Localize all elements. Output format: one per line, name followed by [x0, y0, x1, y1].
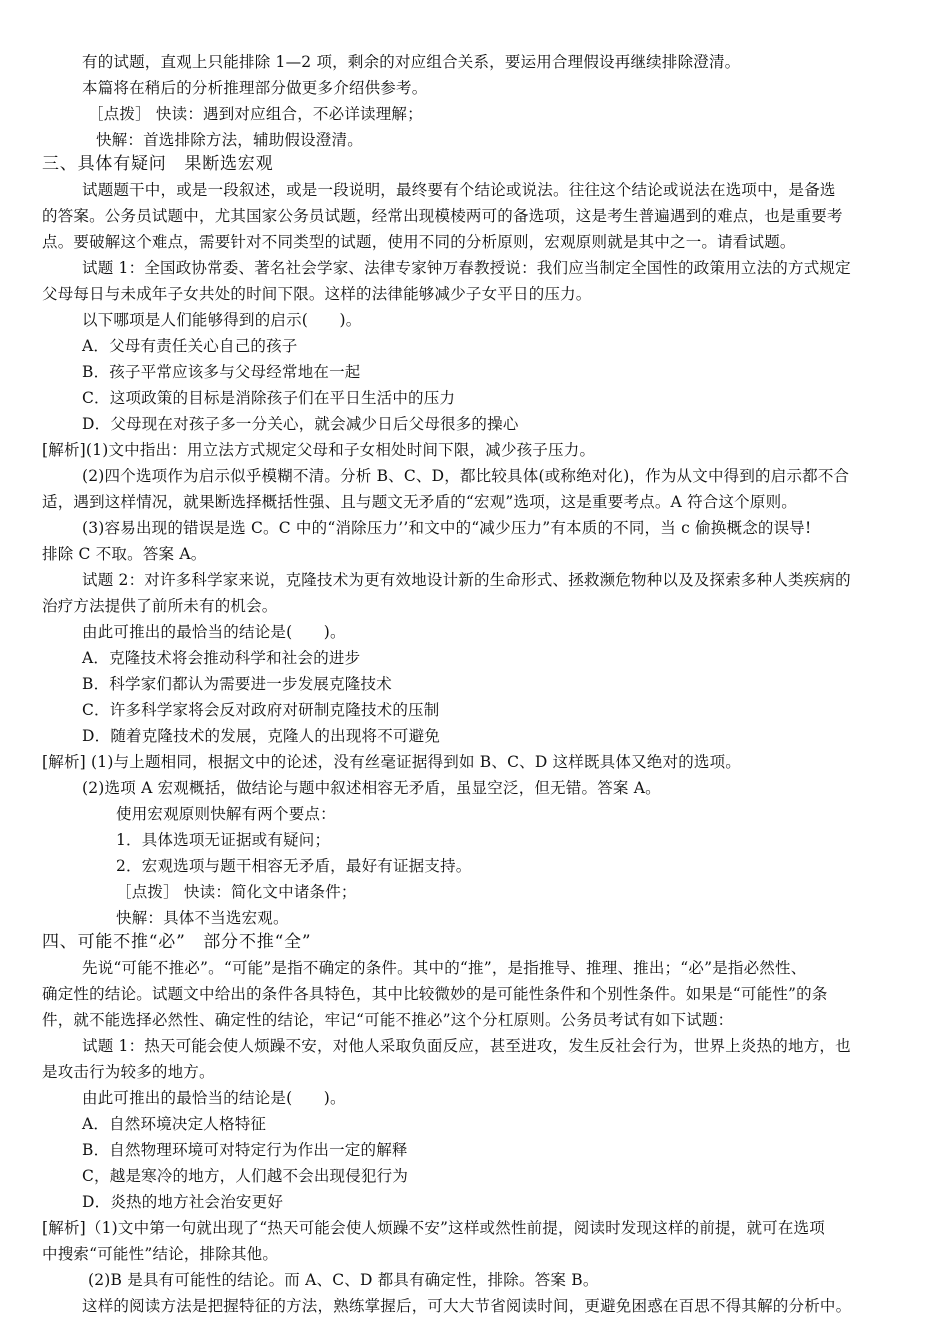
text-line: 试题题干中，或是一段叙述，或是一段说明，最终要有个结论或说法。往往这个结论或说法在选项中，是备选	[82, 181, 836, 199]
text-line: ［点拨］ 快读：遇到对应组合，不必详读理解；	[88, 105, 423, 123]
section-heading: 三、具体有疑问 果断选宏观	[42, 154, 274, 174]
text-line: 的答案。公务员试题中，尤其国家公务员试题，经常出现模棱两可的备选项，这是考生普遍遇到的难点，也是重要考	[42, 207, 843, 225]
text-line: C．许多科学家将会反对政府对研制克隆技术的压制	[82, 701, 440, 719]
text-line: C，越是寒冷的地方，人们越不会出现侵犯行为	[82, 1167, 409, 1185]
text-line: 使用宏观原则快解有两个要点：	[116, 805, 336, 823]
text-line: 由此可推出的最恰当的结论是( )。	[82, 623, 346, 641]
text-line: 适，遇到这样情况，就果断选择概括性强、且与题文无矛盾的“宏观”选项，这是重要考点。A 符合这个原则。	[42, 493, 797, 511]
text-line: 确定性的结论。试题文中给出的条件各具特色，其中比较微妙的是可能性条件和个别性条件。如果是“可能性”的条	[42, 985, 828, 1003]
text-line: 治疗方法提供了前所未有的机会。	[42, 597, 278, 615]
text-line: 这样的阅读方法是把握特征的方法，熟练掌握后，可大大节省阅读时间，更避免困惑在百思不得其解的分析中。	[82, 1297, 852, 1315]
text-line: 排除 C 不取。答案 A。	[42, 545, 207, 563]
text-line: ［点拨］ 快读：简化文中诸条件；	[116, 883, 357, 901]
text-line: A．自然环境决定人格特征	[82, 1115, 267, 1133]
section-heading: 四、可能不推“必” 部分不推“全”	[42, 932, 312, 952]
text-line: 2．宏观选项与题干相容无矛盾，最好有证据支持。	[116, 857, 472, 875]
text-line: B．科学家们都认为需要进一步发展克隆技术	[82, 675, 392, 693]
text-line: B．自然物理环境可对特定行为作出一定的解释	[82, 1141, 408, 1159]
text-line: 先说“可能不推必”。“可能”是指不确定的条件。其中的“推”，是指推导、推理、推出；“必”是指必然性、	[82, 959, 807, 977]
text-line: 中搜索“可能性”结论，排除其他。	[42, 1245, 279, 1263]
text-line: D．炎热的地方社会治安更好	[82, 1193, 284, 1211]
text-line: 试题 1：热天可能会使人烦躁不安，对他人采取负面反应，甚至进攻，发生反社会行为，世界上炎热的地方，也	[82, 1037, 851, 1055]
text-line: B．孩子平常应该多与父母经常地在一起	[82, 363, 361, 381]
text-line: 是攻击行为较多的地方。	[42, 1063, 215, 1081]
text-line: A．克隆技术将会推动科学和社会的进步	[82, 649, 361, 667]
text-line: 以下哪项是人们能够得到的启示( )。	[82, 311, 362, 329]
text-line: [解析](1)文中指出：用立法方式规定父母和子女相处时间下限，减少孩子压力。	[42, 441, 596, 459]
text-line: 1．具体选项无证据或有疑问；	[116, 831, 331, 849]
text-line: A．父母有责任关心自己的孩子	[82, 337, 298, 355]
text-line: (2)四个选项作为启示似乎模糊不清。分析 B、C、D，都比较具体(或称绝对化)，作为从文中得到的启示都不合	[82, 467, 850, 485]
text-line: 试题 1：全国政协常委、著名社会学家、法律专家钟万春教授说：我们应当制定全国性的政策用立法的方式规定	[82, 259, 851, 277]
text-line: 快解：具体不当选宏观。	[116, 909, 289, 927]
text-line: (3)容易出现的错误是选 C。C 中的“消除压力’’和文中的“减少压力”有本质的不同，当 c 偷换概念的误导!	[82, 519, 812, 537]
text-line: 试题 2：对许多科学家来说，克隆技术为更有效地设计新的生命形式、拯救濒危物种以及及探索多种人类疾病的	[82, 571, 851, 589]
text-line: 本篇将在稍后的分析推理部分做更多介绍供参考。	[82, 79, 428, 97]
text-line: [解析]（1)文中第一句就出现了“热天可能会使人烦躁不安”这样或然性前提，阅读时发现这样的前提，就可在选项	[42, 1219, 825, 1237]
text-line: 件，就不能选择必然性、确定性的结论，牢记“可能不推必”这个分杠原则。公务员考试有如下试题：	[42, 1011, 734, 1029]
text-line: (2)选项 A 宏观概括，做结论与题中叙述相容无矛盾，虽显空泛，但无错。答案 A。	[82, 779, 661, 797]
text-line: [解析] (1)与上题相同，根据文中的论述，没有丝毫证据得到如 B、C、D 这样既具体又绝对的选项。	[42, 753, 742, 771]
text-line: 有的试题，直观上只能排除 1—2 项，剩余的对应组合关系，要运用合理假设再继续排除澄清。	[82, 53, 741, 71]
text-line: 点。要破解这个难点，需要针对不同类型的试题，使用不同的分析原则，宏观原则就是其中之一。请看试题。	[42, 233, 796, 251]
text-line: 快解：首选排除方法，辅助假设澄清。	[96, 131, 363, 149]
text-line: D．随着克隆技术的发展，克隆人的出现将不可避免	[82, 727, 441, 745]
text-line: 父母每日与未成年子女共处的时间下限。这样的法律能够减少子女平日的压力。	[42, 285, 592, 303]
text-line: C．这项政策的目标是消除孩子们在平日生活中的压力	[82, 389, 456, 407]
text-line: D．父母现在对孩子多一分关心，就会减少日后父母很多的操心	[82, 415, 519, 433]
text-line: (2)B 是具有可能性的结论。而 A、C、D 都具有确定性，排除。答案 B。	[88, 1271, 599, 1289]
text-line: 由此可推出的最恰当的结论是( )。	[82, 1089, 346, 1107]
